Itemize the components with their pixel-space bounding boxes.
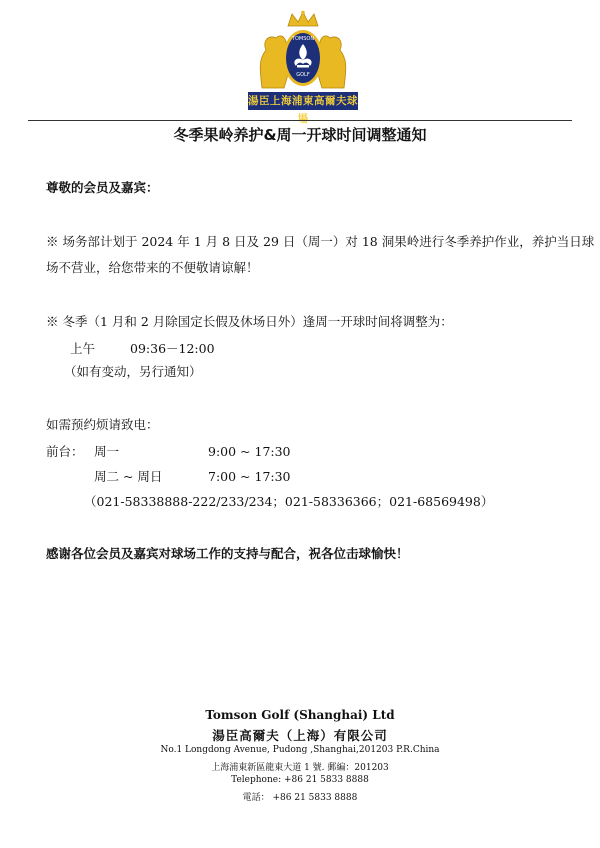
logo-badge-bottom: GOLF xyxy=(296,72,310,78)
session-time: 09:36－12:00 xyxy=(130,341,215,356)
footer-telephone-cn: 電話： +86 21 5833 8888 xyxy=(242,793,358,803)
notice1-line2: 场不营业，给您带来的不便敬请谅解！ xyxy=(46,260,259,275)
notice1-line1: ※ 场务部计划于 2024 年 1 月 8 日及 29 日（周一）对 18 洞果岭进行冬季养护作业，养护当日球 xyxy=(46,234,595,249)
logo-badge-top: TOMSON xyxy=(291,36,315,42)
booking-intro: 如需预约烦请致电： xyxy=(46,417,159,432)
logo-banner: 湯臣上海浦東高爾夫球場 xyxy=(248,92,358,110)
footer-telephone: Telephone: +86 21 5833 8888 xyxy=(231,775,369,785)
footer-address-en: No.1 Longdong Avenue, Pudong ,Shanghai,201203 P.R.China xyxy=(160,745,440,755)
booking-days: 周一 xyxy=(94,444,120,459)
booking-hours: 7:00 ~ 17:30 xyxy=(208,469,291,484)
desk-label: 前台： xyxy=(46,444,84,459)
session-label: 上午 xyxy=(70,341,96,356)
closing-message: 感谢各位会员及嘉宾对球场工作的支持与配合，祝各位击球愉快！ xyxy=(46,546,409,561)
page-title: 冬季果岭养护&周一开球时间调整通知 xyxy=(173,126,427,144)
footer-company-cn: 湯臣高爾夫（上海）有限公司 xyxy=(212,728,388,743)
tomson-golf-crest-icon xyxy=(248,10,358,92)
notice2-line1: ※ 冬季（1 月和 2 月除国定长假及休场日外）逢周一开球时间将调整为： xyxy=(46,314,453,329)
booking-phones: （021-58338888-222/233/234；021-58336366；021-68569498） xyxy=(84,494,494,509)
booking-days: 周二 ~ 周日 xyxy=(94,469,163,484)
notice2-note: （如有变动，另行通知） xyxy=(64,364,202,379)
salutation: 尊敬的会员及嘉宾： xyxy=(46,180,159,195)
booking-hours: 9:00 ~ 17:30 xyxy=(208,444,291,459)
tomson-golf-logo xyxy=(248,10,358,125)
footer-company-en: Tomson Golf (Shanghai) Ltd xyxy=(205,708,395,722)
header-divider xyxy=(28,120,572,121)
footer-address-cn: 上海浦東新區龍東大道 1 號. 郵編：201203 xyxy=(211,763,389,773)
